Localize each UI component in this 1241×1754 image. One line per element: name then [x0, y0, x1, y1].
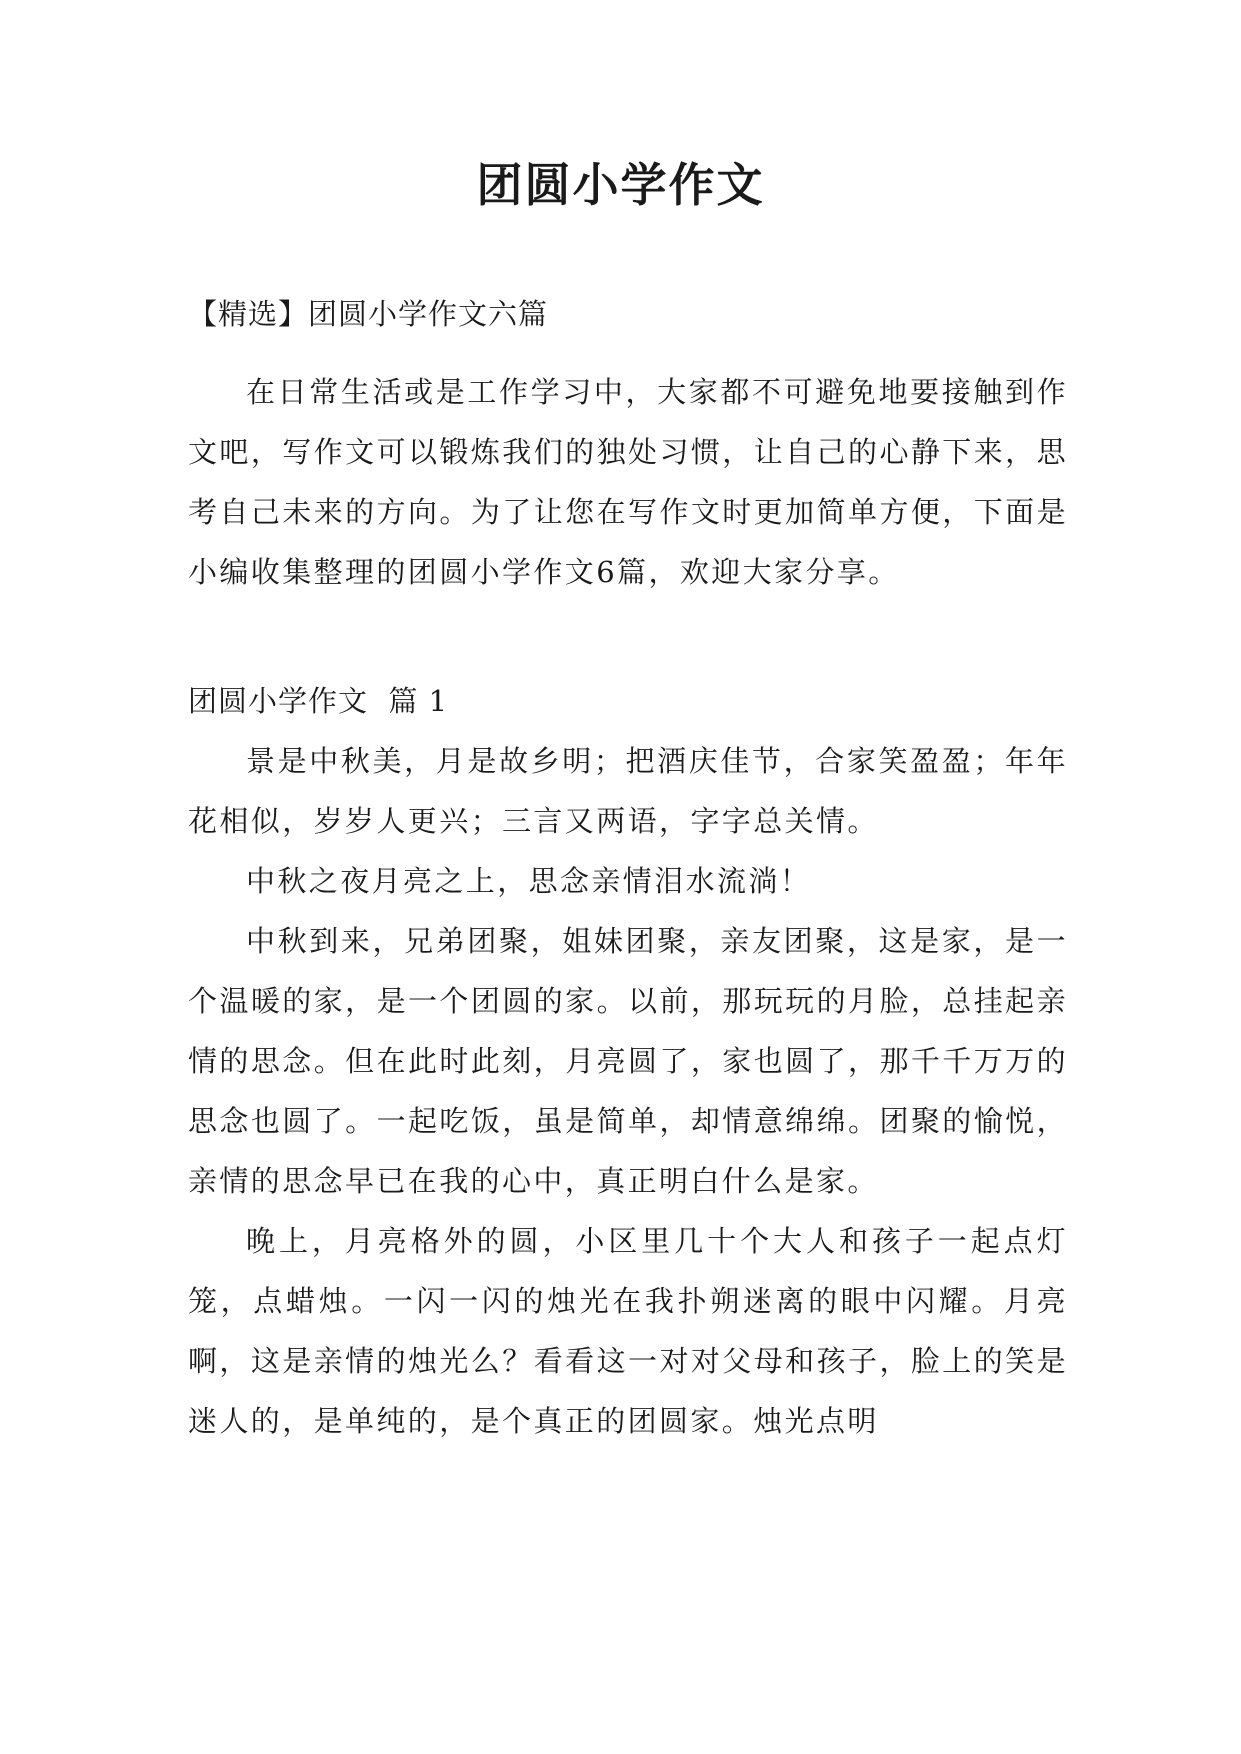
section-paragraph: 景是中秋美，月是故乡明；把酒庆佳节，合家笑盈盈；年年花相似，岁岁人更兴；三言又两语，字字总关情。 — [188, 744, 1068, 838]
section-paragraph: 中秋到来，兄弟团聚，姐妹团聚，亲友团聚，这是家，是一个温暖的家，是一个团圆的家。以前，那玩玩的月脸，总挂起亲情的思念。但在此时此刻，月亮圆了，家也圆了，那千千万万的思念也圆了。一起吃饭，虽是简单，却情意绵绵。团聚的愉悦，亲情的思念早已在我的心中，真正明白什么是家。 — [188, 924, 1068, 1198]
document-title: 团圆小学作文 — [476, 158, 765, 212]
section-1 — [188, 671, 1068, 1451]
intro-paragraph: 在日常生活或是工作学习中，大家都不可避免地要接触到作文吧，写作文可以锻炼我们的独处习惯，让自己的心静下来，思考自己未来的方向。为了让您在写作文时更加简单方便，下面是小编收集整理的团圆小学作文6篇，欢迎大家分享。 — [188, 375, 1068, 589]
intro-block — [188, 362, 1068, 602]
section-paragraph: 晚上，月亮格外的圆，小区里几十个大人和孩子一起点灯笼，点蜡烛。一闪一闪的烛光在我扑朔迷离的眼中闪耀。月亮啊，这是亲情的烛光么？看看这一对对父母和孩子，脸上的笑是迷人的，是单纯的，是个真正的团圆家。烛光点明 — [188, 1224, 1068, 1438]
section-heading: 团圆小学作文 篇 1 — [188, 684, 449, 718]
section-paragraph: 中秋之夜月亮之上，思念亲情泪水流淌！ — [246, 864, 812, 898]
document-subtitle: 【精选】团圆小学作文六篇 — [188, 297, 549, 331]
